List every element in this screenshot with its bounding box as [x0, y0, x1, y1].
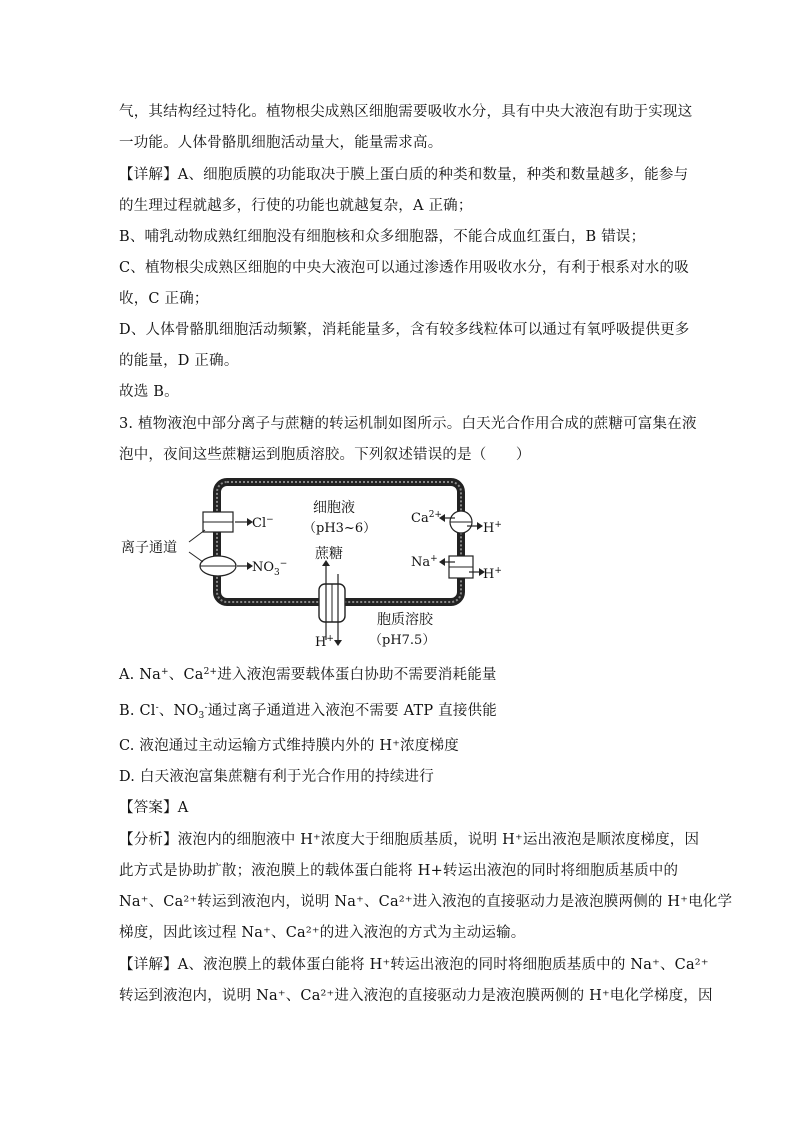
h-label-top: H+ — [483, 520, 502, 536]
no3-channel — [200, 556, 253, 576]
option-b: B. Cl-、$NO_3^-$通过离子通道进入液泡不需要 ATP 直接供能 — [119, 703, 497, 721]
text-line: 收，C 正确； — [119, 291, 209, 307]
text-line: 梯度，因此该过程 Na⁺、Ca²⁺的进入液泡的方式为主动运输。 — [119, 925, 526, 941]
text-line: 的生理过程就越多，行使的功能也就越复杂，A 正确； — [119, 198, 473, 214]
question-3-stem: 3. 植物液泡中部分离子与蔗糖的转运机制如图所示。白天光合作用合成的蔗糖可富集在液 — [119, 416, 697, 432]
na-h-antiporter — [439, 556, 485, 578]
text-line: 【详解】A、细胞质膜的功能取决于膜上蛋白质的种类和数量，种类和数量越多，能参与 — [119, 167, 689, 183]
h-label-sucrose: H+ — [315, 634, 334, 650]
cl-channel — [203, 512, 253, 532]
sucrose-label: 蔗糖 — [315, 546, 343, 562]
na-label: Na+ — [411, 554, 438, 570]
text-line: 故选 B。 — [119, 384, 179, 400]
text-line: 转运到液泡内，说明 Na⁺、Ca²⁺进入液泡的直接驱动力是液泡膜两侧的 H⁺电化学梯度，因 — [119, 988, 713, 1004]
text-line: 【分析】液泡内的细胞液中 H⁺浓度大于细胞质基质，说明 H⁺运出液泡是顺浓度梯度，因 — [119, 832, 700, 848]
text-line: 一功能。人体骨骼肌细胞活动量大，能量需求高。 — [119, 135, 443, 151]
text-line: 气，其结构经过特化。植物根尖成熟区细胞需要吸收水分，具有中央大液泡有助于实现这 — [119, 104, 693, 120]
cell-sap-label: 细胞液 — [313, 500, 355, 516]
cytosol-ph-label: （pH7.5） — [369, 633, 436, 648]
cell-sap-ph-label: （pH3~6） — [303, 521, 377, 536]
text-line: Na⁺、Ca²⁺转运到液泡内，说明 Na⁺、Ca²⁺进入液泡的直接驱动力是液泡膜两侧的 H⁺电化学 — [119, 894, 733, 910]
option-d: D. 白天液泡富集蔗糖有利于光合作用的持续进行 — [119, 769, 434, 785]
vacuole-transport-diagram — [119, 474, 519, 654]
text-line: 【详解】A、液泡膜上的载体蛋白能将 H⁺转运出液泡的同时将细胞质基质中的 Na⁺、Ca²⁺ — [119, 957, 709, 973]
text-line: 的能量，D 正确。 — [119, 353, 239, 369]
text-line: D、人体骨骼肌细胞活动频繁，消耗能量多，含有较多线粒体可以通过有氧呼吸提供更多 — [119, 322, 690, 338]
question-3-stem: 泡中，夜间这些蔗糖运到胞质溶胶。下列叙述错误的是（ ） — [119, 447, 531, 463]
answer-line: 【答案】A — [119, 800, 189, 816]
ca-h-antiporter — [439, 511, 483, 533]
text-line: 此方式是协助扩散；液泡膜上的载体蛋白能将 H+转运出液泡的同时将细胞质基质中的 — [119, 863, 679, 879]
option-c: C. 液泡通过主动运输方式维持膜内外的 H⁺浓度梯度 — [119, 738, 459, 754]
ion-channel-label: 离子通道 — [121, 540, 177, 556]
option-a: A. Na+、$Ca^{2+}$进入液泡需要载体蛋白协助不需要消耗能量 — [119, 667, 497, 683]
h-label-bottom: H+ — [483, 566, 502, 582]
ion-channel-pointer — [189, 530, 205, 542]
ion-channel-pointer — [189, 552, 203, 562]
no3-label: $NO_3^-$ — [252, 559, 288, 578]
text-line: B、哺乳动物成熟红细胞没有细胞核和众多细胞器，不能合成血红蛋白，B 错误； — [119, 229, 646, 245]
ca-label: $Ca^{2+}$ — [411, 510, 442, 526]
cytosol-label: 胞质溶胶 — [377, 612, 433, 628]
cl-label: Cl− — [252, 515, 274, 531]
text-line: C、植物根尖成熟区细胞的中央大液泡可以通过渗透作用吸收水分，有利于根系对水的吸 — [119, 260, 689, 276]
